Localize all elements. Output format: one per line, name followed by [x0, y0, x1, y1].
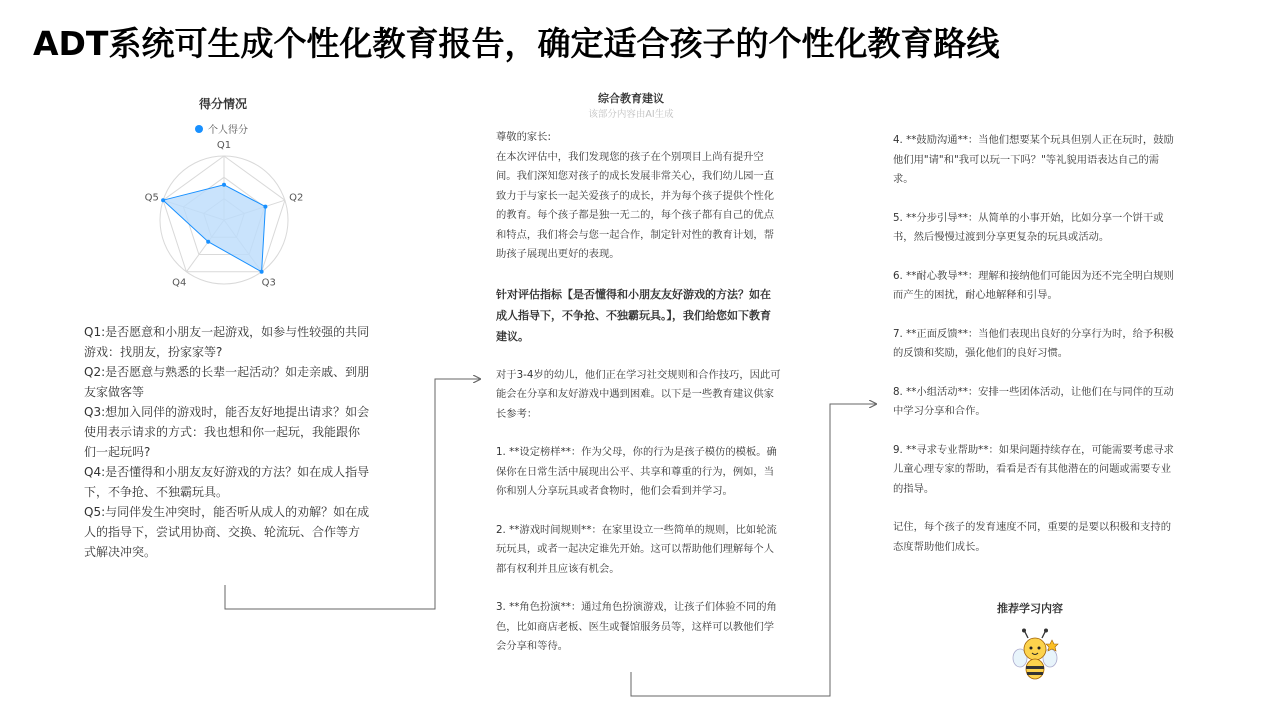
radar-axis-label-q4: Q4 [172, 277, 187, 289]
advice-item-3: 3. **角色扮演**：通过角色扮演游戏，让孩子们体验不同的角色，比如商店老板、医生或餐馆服务员等，这样可以教他们学会分享和等待。 [496, 601, 777, 652]
radar-axis-label-q1: Q1 [216, 140, 232, 151]
radar-axis-label-q3: Q3 [261, 277, 276, 289]
question-q3: Q3:想加入同伴的游戏时，能否友好地提出请求？如会使用表示请求的方式：我也想和你一起玩，我能跟你们一起玩吗? [84, 405, 370, 459]
advice-subtitle: 该部分内容由AI生成 [588, 109, 674, 120]
question-q1: Q1:是否愿意和小朋友一起游戏，如参与性较强的共同游戏：找朋友，扮家家等? [84, 325, 370, 359]
advice-item-2: 2. **游戏时间规则**：在家里设立一些简单的规则，比如轮流玩玩具，或者一起决定谁先开始。这可以帮助他们理解每个人都有权利并且应该有机会。 [496, 523, 777, 575]
advice-indicator: 针对评估指标【是否懂得和小朋友友好游戏的方法？如在成人指导下，不争抢、不独霸玩具。】，我们给您如下教育建议。 [496, 287, 771, 343]
advice-item-8: 8. **小组活动**：安排一些团体活动，让他们在与同伴的互动中学习分享和合作。 [893, 385, 1174, 417]
advice-item-6: 6. **耐心教导**：理解和接纳他们可能因为还不完全明白规则而产生的困扰，耐心地解释和引导。 [893, 269, 1174, 301]
advice-item-1: 1. **设定榜样**：作为父母，你的行为是孩子模仿的模板。确保你在日常生活中展现出公平、共享和尊重的行为，例如，当你和别人分享玩具或者食物时，他们会看到并学习。 [496, 446, 777, 497]
advice-context: 对于3-4岁的幼儿，他们正在学习社交规则和合作技巧，因此可能会在分享和友好游戏中遇到困难。以下是一些教育建议供家长参考： [496, 368, 781, 420]
advice-item-5: 5. **分步引导**：从简单的小事开始，比如分享一个饼干或书，然后慢慢过渡到分享更复杂的玩具或活动。 [893, 211, 1164, 243]
advice-item-9: 9. **寻求专业帮助**：如果问题持续存在，可能需要考虑寻求儿童心理专家的帮助，看看是否有其他潜在的问题或需要专业的指导。 [893, 443, 1174, 495]
advice-intro: 在本次评估中，我们发现您的孩子在个别项目上尚有提升空间。我们深知您对孩子的成长发展非常关心，我们幼儿园一直致力于与家长一起关爱孩子的成长，并为每个孩子提供个性化的教育。每个孩子都是独一无二的，每个孩子都有自己的优点和特点，我们将会与您一起合作，制定针对性的教育计划，帮助孩子展现出更好的表现。 [496, 150, 775, 260]
connector-arrow-2 [631, 404, 876, 696]
advice-item-7: 7. **正面反馈**：当他们表现出良好的分享行为时，给予积极的反馈和奖励，强化他们的良好习惯。 [893, 327, 1174, 359]
question-q2: Q2:是否愿意与熟悉的长辈一起活动？如走亲戚、到朋友家做客等 [84, 365, 370, 399]
legend-label: 个人得分 [208, 125, 248, 136]
radar-chart-title: 得分情况 [198, 97, 247, 111]
radar-axis-label-q5: Q5 [144, 192, 159, 204]
advice-closing: 记住，每个孩子的发育速度不同，重要的是要以积极和支持的态度帮助他们成长。 [893, 521, 1172, 553]
advice-greeting: 尊敬的家长: [496, 131, 551, 143]
page-title: ADT系统可生成个性化教育报告，确定适合孩子的个性化教育路线 [33, 24, 1000, 63]
question-q5: Q5:与同伴发生冲突时，能否听从成人的劝解？如在成人的指导下，尝试用协商、交换、轮流玩、合作等方式解决冲突。 [84, 505, 370, 559]
advice-title: 综合教育建议 [598, 92, 664, 105]
connector-arrow-1 [225, 379, 480, 609]
advice-item-4: 4. **鼓励沟通**：当他们想要某个玩具但别人正在玩时，鼓励他们用"请"和"我可以玩一下吗？"等礼貌用语表达自己的需求。 [893, 134, 1174, 185]
recommend-title: 推荐学习内容 [997, 602, 1063, 615]
radar-axis-label-q2: Q2 [289, 192, 304, 204]
question-q4: Q4:是否懂得和小朋友友好游戏的方法？如在成人指导下，不争抢、不独霸玩具。 [84, 465, 370, 499]
